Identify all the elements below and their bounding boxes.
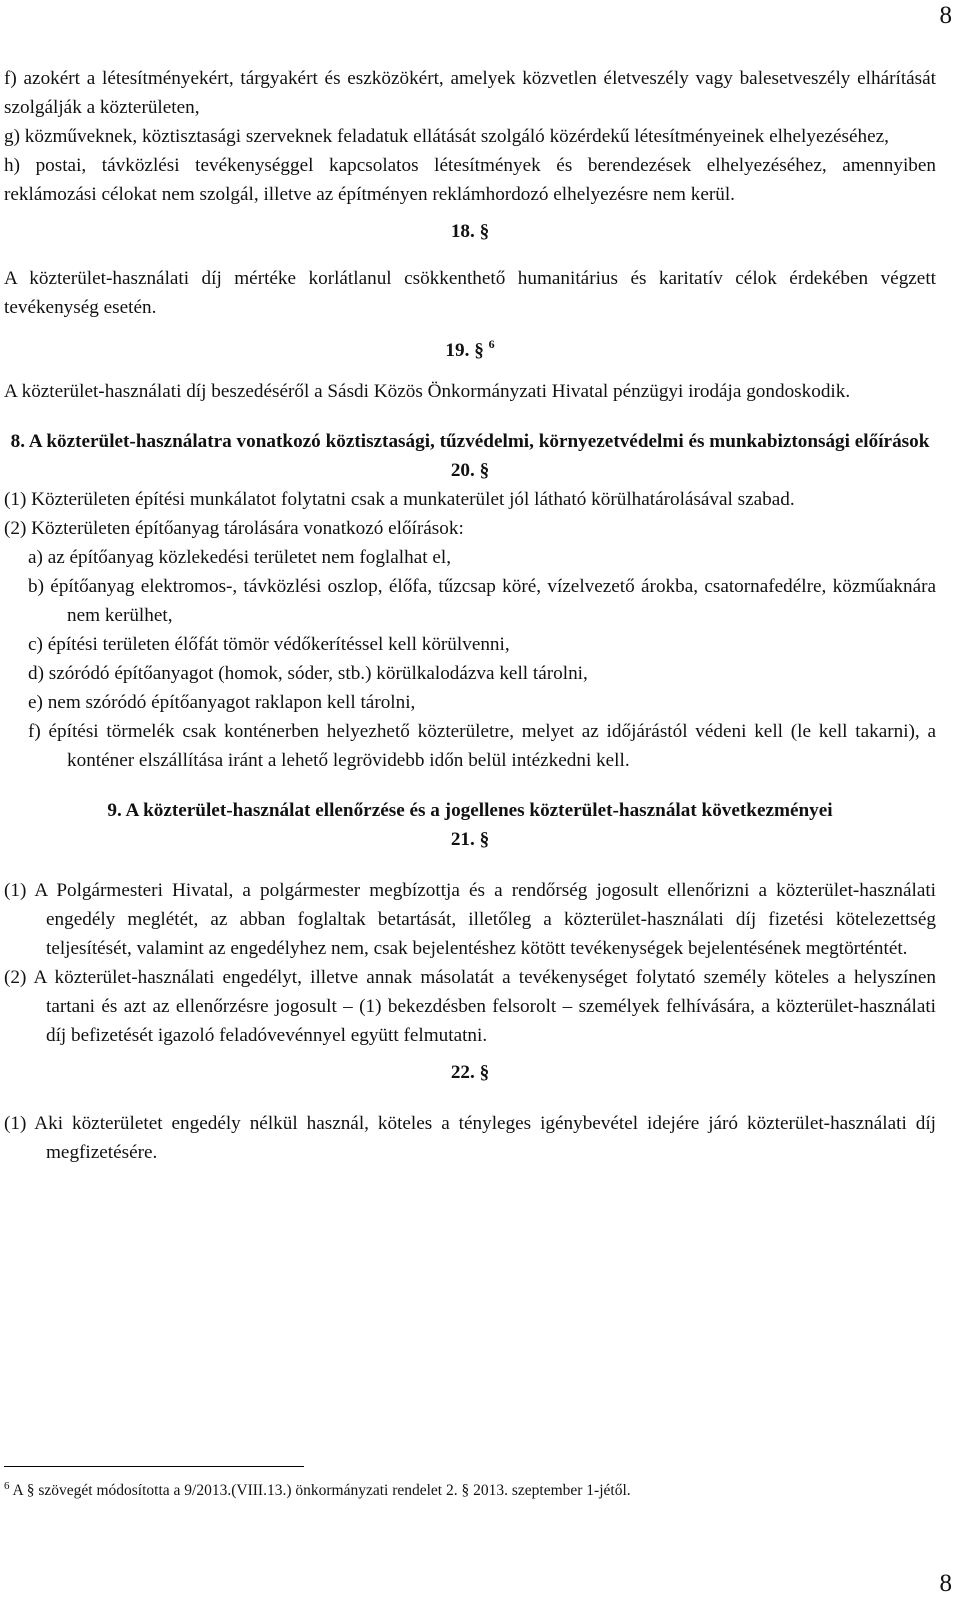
paragraph-f: f) azokért a létesítményekért, tárgyakért és eszközökért, amelyek közvetlen életveszély vagy balesetveszély elhárítását szolgálják a közterületen,	[4, 68, 936, 118]
section-22-heading	[4, 1058, 936, 1087]
page-number-bottom: 8	[939, 1570, 952, 1597]
section-20-heading	[4, 456, 936, 485]
section-18-text: A közterület-használati díj mértéke korlátlanul csökkenthető humanitárius és karitatív célok érdekében végzett tevékenység esetén.	[4, 268, 936, 318]
section-21-paragraph-1: (1) A Polgármesteri Hivatal, a polgármester megbízottja és a rendőrség jogosult ellenőrizni a közterület-használati engedély meglétét, az abban foglaltak betartását, illetőleg a közterület-használati díj fizetési kötelezettség teljesítését, valamint az engedélyhez nem, csak bejelentéshez kötött tevékenységek bejelentésének megtörténtét.	[4, 880, 936, 959]
footnote-reference: 6	[488, 337, 495, 351]
section-19-heading	[4, 330, 936, 365]
list-item: f) építési törmelék csak konténerben helyezhető közterületre, melyet az időjárástól védeni kell (le kell takarni), a konténer elszállítása iránt a lehető legrövidebb időn belül intézkedni kell.	[28, 721, 936, 771]
list-item: a) az építőanyag közlekedési területet nem foglalhat el,	[28, 547, 451, 568]
section-18-number: 18.	[450, 221, 475, 242]
list-item: c) építési területen élőfát tömör védőkerítéssel kell körülvenni,	[28, 634, 510, 655]
section-21-heading	[4, 825, 936, 854]
list-item: d) szóródó építőanyagot (homok, sóder, stb.) körülkalodázva kell tárolni,	[28, 663, 588, 684]
document-body	[4, 64, 936, 1167]
footnote-text: A § szövegét módosította a 9/2013.(VIII.13.) önkormányzati rendelet 2. § 2013. szeptember 1-jétől.	[12, 1482, 631, 1499]
list-item: b) építőanyag elektromos-, távközlési oszlop, élőfa, tűzcsap köré, vízelvezető árokba, csatornafedélre, közműaknára nem kerülhet,	[28, 576, 936, 626]
paragraph-h: h) postai, távközlési tevékenységgel kapcsolatos létesítmények és berendezések elhelyezéséhez, amennyiben reklámozási célokat nem szolgál, illetve az építményen reklámhordozó elhelyezésre nem kerül.	[4, 155, 936, 205]
section-20-paragraph-2: (2) Közterületen építőanyag tárolására vonatkozó előírások:	[4, 518, 464, 539]
footnote	[4, 1476, 631, 1501]
section-sign-icon: §	[474, 340, 484, 361]
footnote-divider	[4, 1466, 304, 1467]
page-number-top: 8	[939, 2, 952, 29]
section-sign-icon: §	[479, 829, 490, 850]
section-sign-icon: §	[479, 1062, 490, 1083]
section-sign-icon: §	[479, 221, 490, 242]
section-22-number: 22.	[450, 1062, 475, 1083]
section-20-paragraph-1: (1) Közterületen építési munkálatot folytatni csak a munkaterület jól látható körülhatárolásával szabad.	[4, 489, 795, 510]
section-20-number: 20.	[450, 460, 475, 481]
section-21-number: 21.	[450, 829, 475, 850]
chapter-9-title: 9. A közterület-használat ellenőrzése és a jogellenes közterület-használat következményei	[107, 800, 833, 821]
section-sign-icon: §	[479, 460, 490, 481]
footnote-number: 6	[4, 1480, 10, 1492]
list-item: e) nem szóródó építőanyagot raklapon kell tárolni,	[28, 692, 416, 713]
section-21-paragraph-2: (2) A közterület-használati engedélyt, illetve annak másolatát a tevékenységet folytató személy köteles a helyszínen tartani és azt az ellenőrzésre jogosult – (1) bekezdésben felsorolt – személyek felhívására, a közterület-használati díj befizetését igazoló feladóvevénnyel együtt felmutatni.	[4, 967, 936, 1046]
section-18-heading	[4, 217, 936, 246]
section-19-number: 19.	[445, 340, 470, 361]
paragraph-g: g) közműveknek, köztisztasági szerveknek feladatuk ellátását szolgáló közérdekű létesítményeinek elhelyezéséhez,	[4, 126, 889, 147]
section-19-text: A közterület-használati díj beszedéséről a Sásdi Közös Önkormányzati Hivatal pénzügyi irodája gondoskodik.	[4, 381, 851, 402]
chapter-8-title: 8. A közterület-használatra vonatkozó köztisztasági, tűzvédelmi, környezetvédelmi és munkabiztonsági előírások	[10, 431, 930, 452]
section-22-paragraph-1: (1) Aki közterületet engedély nélkül használ, köteles a tényleges igénybevétel idejére járó közterület-használati díj megfizetésére.	[4, 1113, 936, 1163]
